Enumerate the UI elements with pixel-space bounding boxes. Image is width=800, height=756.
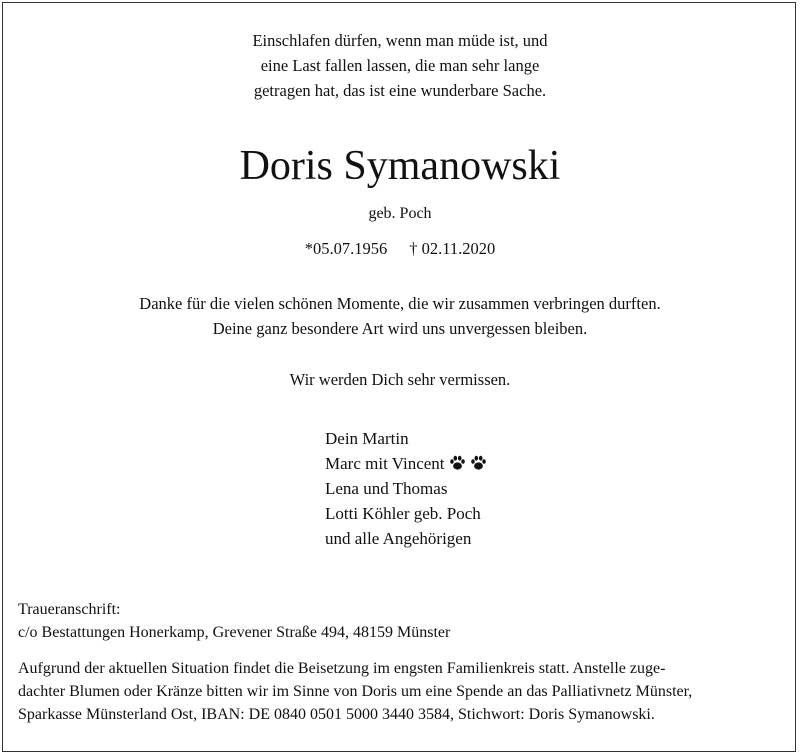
notice-line: dachter Blumen oder Kränze bitten wir im Sinne von Doris um eine Spende an das Palliativnetz Münster, [18,683,693,700]
poem-line: eine Last fallen lassen, die man sehr lange [260,56,540,75]
death-date: † 02.11.2020 [409,239,496,258]
funeral-notice [18,657,782,726]
family-signatures [325,426,487,551]
family-member: Dein Martin [325,429,409,448]
birth-date: *05.07.1956 [304,239,388,258]
mourning-address [18,598,450,644]
birth-name: geb. Poch [368,205,432,222]
notice-line: Aufgrund der aktuellen Situation findet die Beisetzung im engsten Familienkreis statt. Anstelle zuge- [18,660,666,677]
family-member: und alle Angehörigen [325,529,472,548]
paw-icon [449,455,466,471]
miss-text: Wir werden Dich sehr vermissen. [289,370,511,389]
family-member: Lotti Köhler geb. Poch [325,504,481,523]
thanks-line: Deine ganz besondere Art wird uns unvergessen bleiben. [212,319,588,338]
thanks-line: Danke für die vielen schönen Momente, die wir zusammen verbringen durften. [139,294,661,313]
family-member: Marc mit Vincent [325,454,445,473]
thanks-text [0,291,800,341]
family-member-with-pets [325,451,487,476]
notice-line: Sparkasse Münsterland Ost, IBAN: DE 0840 0501 5000 3440 3584, Stichwort: Doris Symanowski. [18,706,655,723]
deceased-name: Doris Symanowski [239,143,561,189]
address-label: Traueranschrift: [18,601,121,618]
paw-icon [470,455,487,471]
poem [0,28,800,103]
poem-line: Einschlafen dürfen, wenn man müde ist, und [252,31,548,50]
address-text: c/o Bestattungen Honerkamp, Grevener Straße 494, 48159 Münster [18,624,451,641]
life-dates [0,238,800,260]
poem-line: getragen hat, das ist eine wunderbare Sache. [253,81,547,100]
family-member: Lena und Thomas [325,479,448,498]
